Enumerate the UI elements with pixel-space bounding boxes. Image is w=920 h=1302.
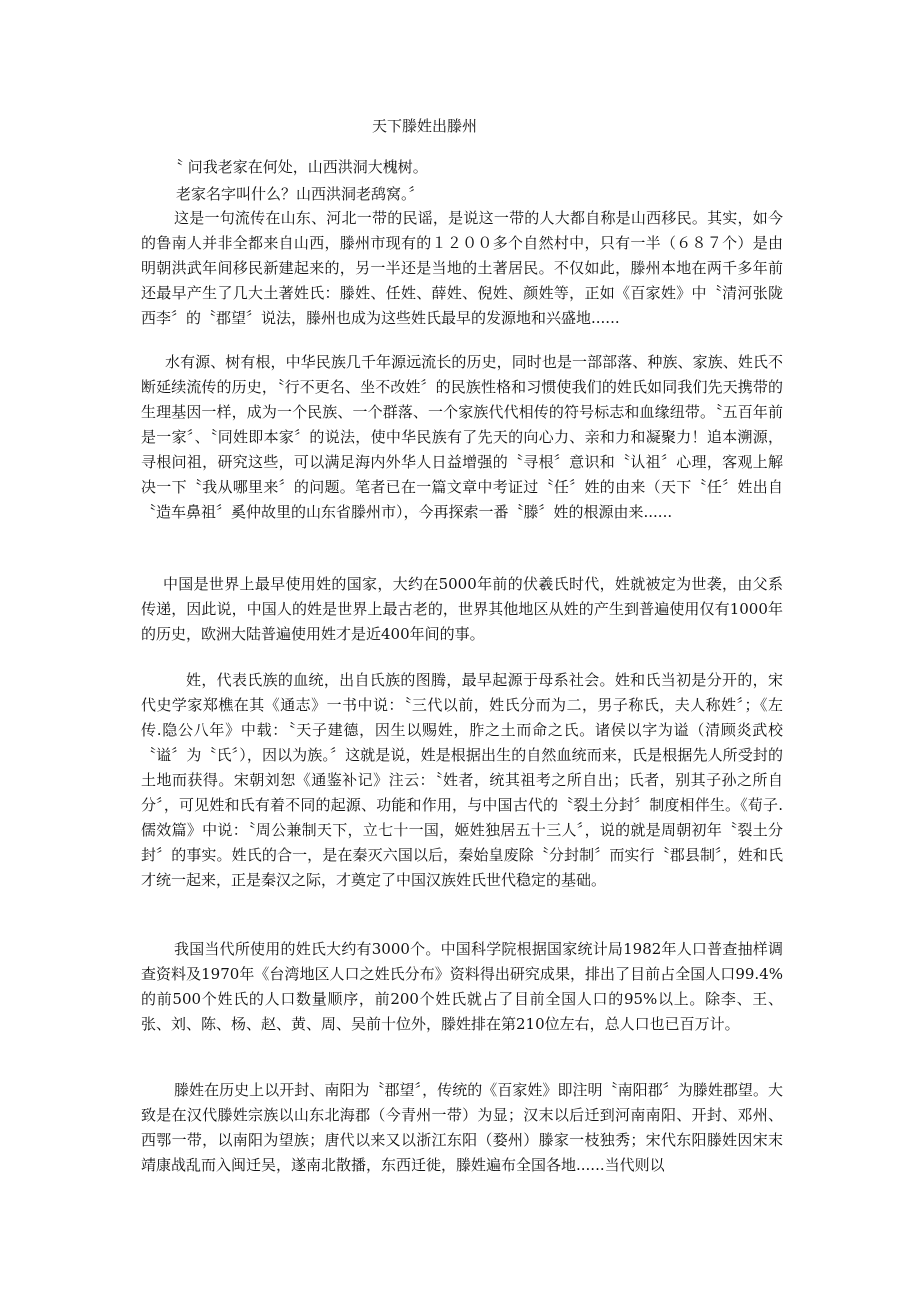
- paragraph-1: 这是一句流传在山东、河北一带的民谣，是说这一带的人大都自称是山西移民。其实，如今的鲁南人并非全都来自山西，滕州市现有的１２００多个自然村中，只有一半（６８７个）是由明朝洪武年间移民新建起来的，另一半还是当地的土著居民。不仅如此，滕州本地在两千多年前还最早产生了几大土著姓氏：滕姓、任姓、薛姓、倪姓、颜姓等，正如《百家姓》中〝清河张陇西李〞的〝郡望〞说法，滕州也成为这些姓氏最早的发源地和兴盛地......: [141, 209, 783, 327]
- document-title: 天下滕姓出滕州: [372, 117, 478, 135]
- verse-line-1: 〝 问我老家在何处，山西洪洞大槐树。: [168, 158, 428, 176]
- paragraph-6: 滕姓在历史上以开封、南阳为〝郡望〞，传统的《百家姓》即注明〝南阳郡〞为滕姓郡望。大致是在汉代滕姓宗族以山东北海郡（今青州一带）为显；汉末以后迁到河南南阳、开封、邓州、西鄂一带，以南阳为望族；唐代以来又以浙江东阳（婺州）滕家一枝独秀；宋代东阳滕姓因宋末靖康战乱而入闽迁吴，遂南北散播，东西迁徙，滕姓遍布全国各地......当代则以: [141, 1081, 783, 1174]
- paragraph-4: 姓，代表氏族的血统，出自氏族的图腾，最早起源于母系社会。姓和氏当初是分开的，宋代史学家郑樵在其《通志》一书中说：〝三代以前，姓氏分而为二，男子称氏，夫人称姓〞；《左传.隐公八年》中载：〝天子建德，因生以赐姓，胙之土而命之氏。诸侯以字为谥（清顾炎武校〝谥〞为〝氏〞），因以为族。〞这就是说，姓是根据出生的自然血统而来，氏是根据先人所受封的土地而获得。宋朝刘恕《通鉴补记》注云：〝姓者，统其祖考之所自出；氏者，别其子孙之所自分〞，可见姓和氏有着不同的起源、功能和作用，与中国古代的〝裂土分封〞制度相伴生。《荀子.儒效篇》中说：〝周公兼制天下，立七十一国，姬姓独居五十三人〞，说的就是周朝初年〝裂土分封〞的事实。姓氏的合一，是在秦灭六国以后，秦始皇废除〝分封制〞而实行〝郡县制〞，姓和氏才统一起来，正是秦汉之际，才奠定了中国汉族姓氏世代稳定的基础。: [141, 671, 783, 889]
- verse-line-2: 老家名字叫什么？山西洪洞老鸹窝。〞: [176, 185, 424, 203]
- paragraph-2: 水有源、树有根，中华民族几千年源远流长的历史，同时也是一部部落、种族、家族、姓氏不断延续流传的历史，〝行不更名、坐不改姓〞的民族性格和习惯使我们的姓氏如同我们先天携带的生理基因一样，成为一个民族、一个群落、一个家族代代相传的符号标志和血缘纽带。〝五百年前是一家〞、〝同姓即本家〞的说法，使中华民族有了先天的向心力、亲和力和凝聚力！追本溯源，寻根问祖，研究这些，可以满足海内外华人日益增强的〝寻根〞意识和〝认祖〞心理，客观上解决一下〝我从哪里来〞的问题。笔者已在一篇文章中考证过〝任〞姓的由来（天下〝任〞姓出自〝造车鼻祖〞奚仲故里的山东省滕州市），今再探索一番〝滕〞姓的根源由来......: [141, 353, 783, 521]
- paragraph-5: 我国当代所使用的姓氏大约有3000个。中国科学院根据国家统计局1982年人口普查抽样调查资料及1970年《台湾地区人口之姓氏分布》资料得出研究成果，排出了目前占全国人口99.4%的前500个姓氏的人口数量顺序，前200个姓氏就占了目前全国人口的95%以上。除李、王、张、刘、陈、杨、赵、黄、周、吴前十位外，滕姓排在第210位左右，总人口也已百万计。: [141, 940, 783, 1033]
- paragraph-3: 中国是世界上最早使用姓的国家，大约在5000年前的伏羲氏时代，姓就被定为世袭，由父系传递，因此说，中国人的姓是世界上最古老的，世界其他地区从姓的产生到普遍使用仅有1000年的历史，欧洲大陆普遍使用姓才是近400年间的事。: [141, 575, 783, 643]
